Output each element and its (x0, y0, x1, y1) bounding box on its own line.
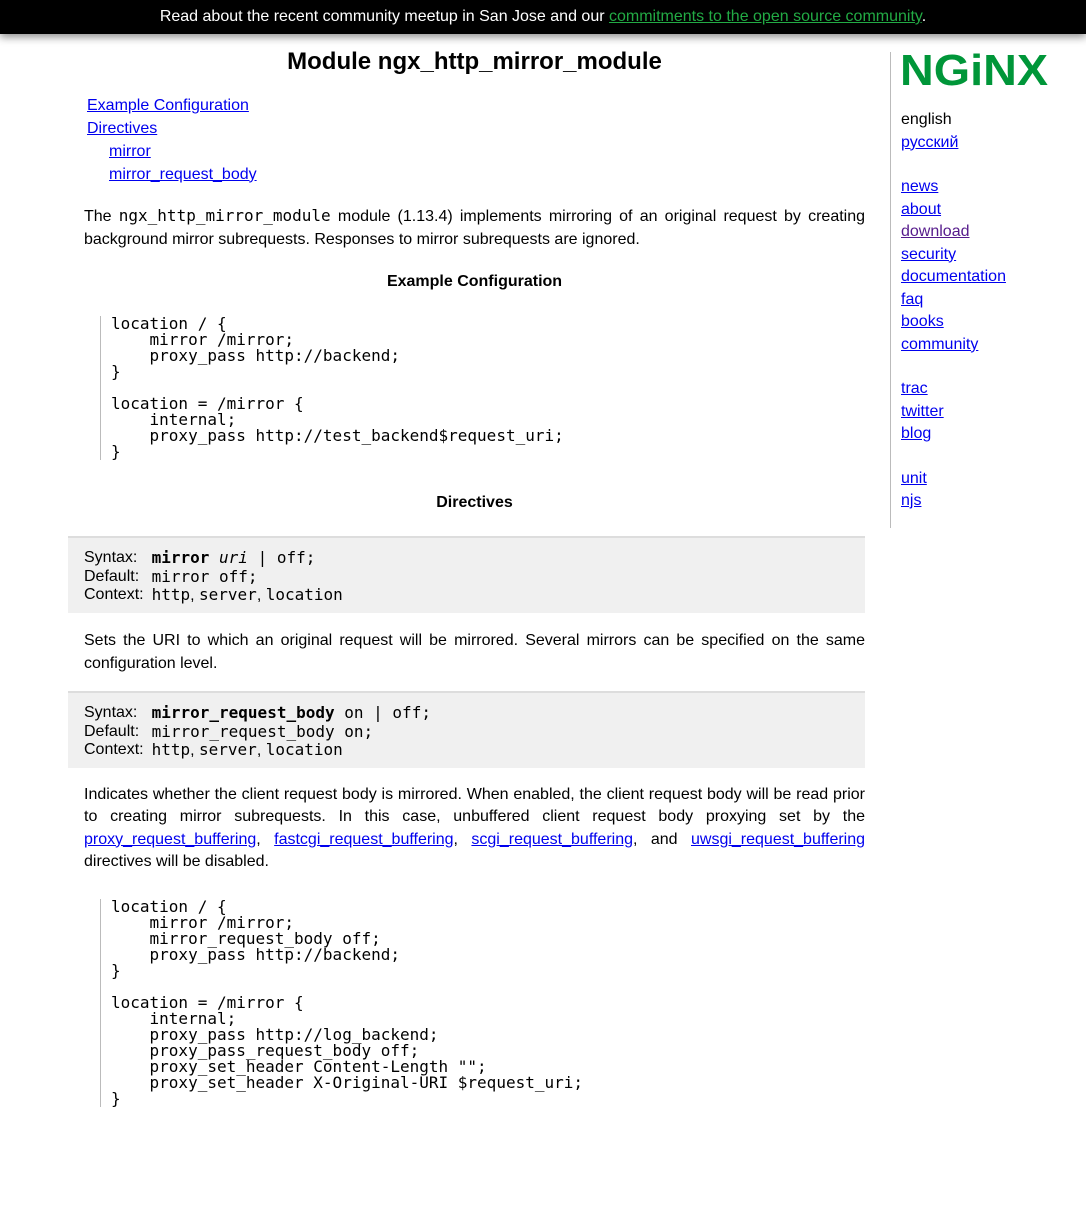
table-of-contents (84, 95, 865, 186)
intro-paragraph (84, 204, 865, 251)
directive-arg: uri (219, 548, 248, 567)
toc-mirror-link[interactable]: mirror (109, 143, 151, 160)
nginx-logo[interactable] (900, 52, 1050, 90)
banner-text: Read about the recent community meetup in San Jose and our (159, 8, 609, 25)
directive-name: mirror_request_body (151, 703, 335, 722)
context-sep: , (256, 742, 266, 759)
context-server: server (199, 740, 257, 759)
comma-sep: , (453, 830, 472, 848)
directive-mirror-request-body-table (84, 704, 431, 760)
sidebar-item-news[interactable]: news (901, 178, 939, 195)
directive-mirror-table (84, 549, 343, 605)
mirror-description: Sets the URI to which an original request will be mirrored. Several mirrors can be specified on the same configuration level. (84, 632, 865, 672)
example-code-block: location / { mirror /mirror; proxy_pass http://backend; } location = /mirror { internal; proxy_pass http://test_backend$request_uri; } (100, 316, 865, 460)
default-value: mirror_request_body on; (151, 722, 374, 741)
sidebar-item-documentation[interactable]: documentation (901, 268, 1006, 285)
intro-suffix: module (1.13.4) implements mirroring of an original request by creating background mirror subrequests. Responses to mirror subrequests are ignored. (84, 208, 866, 248)
example-code-block-2: location / { mirror /mirror; mirror_request_body off; proxy_pass http://backend; } location = /mirror { internal; proxy_pass http://log_backend; proxy_pass_request_body off; proxy_set_header Content-Length ""; proxy_set_header X-Original-URI $request_uri; } (100, 899, 865, 1107)
syntax-row (84, 549, 343, 568)
context-sep: , (256, 587, 266, 604)
intro-prefix: The (84, 208, 119, 225)
default-label: Default: (84, 723, 140, 740)
sidebar-links (901, 109, 1006, 513)
directive-rest: | off; (247, 548, 316, 567)
syntax-value (152, 704, 431, 723)
context-location: location (265, 585, 343, 604)
default-row (84, 568, 343, 586)
sidebar-item-about[interactable]: about (901, 200, 942, 218)
syntax-label: Syntax: (84, 704, 138, 721)
logo-text: NGiNX (900, 52, 1048, 90)
toc-example-link[interactable]: Example Configuration (87, 97, 249, 114)
toc-directives-link[interactable]: Directives (87, 119, 158, 137)
lang-english: english (901, 111, 952, 128)
desc2-text: Indicates whether the client request body is mirrored. When enabled, the client request body will be read prior to creating mirror subrequests. In this case, unbuffered client request body proxying set by the (84, 786, 865, 826)
sidebar (890, 52, 1081, 528)
sidebar-item-blog[interactable]: blog (901, 425, 932, 442)
context-label: Context: (84, 586, 144, 603)
mirror-request-body-description (84, 784, 865, 873)
context-sep: , (190, 742, 200, 759)
directive-mirror-box (68, 536, 865, 613)
and-sep: , and (633, 830, 691, 848)
context-value (152, 586, 343, 605)
sidebar-item-download[interactable]: download (901, 223, 970, 240)
context-sep: , (190, 587, 200, 604)
page-title: Module ngx_http_mirror_module (287, 48, 662, 75)
syntax-value (152, 549, 343, 568)
context-http: http (151, 740, 191, 759)
sidebar-item-trac[interactable]: trac (901, 380, 928, 397)
sidebar-item-twitter[interactable]: twitter (901, 402, 944, 420)
syntax-label: Syntax: (84, 549, 138, 566)
directive-name: mirror (151, 548, 210, 567)
lang-russian-link[interactable]: русский (901, 133, 959, 151)
desc2-end: directives will be disabled. (84, 852, 269, 870)
toc-mirror-request-body-link[interactable]: mirror_request_body (109, 165, 257, 183)
comma-sep: , (256, 830, 275, 848)
intro-module-name: ngx_http_mirror_module (118, 206, 331, 225)
sidebar-item-community[interactable]: community (901, 335, 979, 353)
proxy-request-buffering-link[interactable]: proxy_request_buffering (84, 830, 257, 848)
directive-mirror-request-body-box (68, 691, 865, 768)
uwsgi-request-buffering-link[interactable]: uwsgi_request_buffering (690, 830, 866, 848)
announcement-banner (0, 0, 1086, 34)
scgi-request-buffering-link[interactable]: scgi_request_buffering (471, 830, 633, 848)
banner-link[interactable]: commitments to the open source community (608, 8, 922, 25)
context-label: Context: (84, 741, 144, 758)
fastcgi-request-buffering-link[interactable]: fastcgi_request_buffering (274, 830, 454, 848)
context-row (84, 586, 343, 605)
example-heading: Example Configuration (386, 273, 563, 290)
context-row (84, 741, 431, 760)
default-label: Default: (84, 568, 140, 585)
default-row (84, 723, 431, 741)
context-value (152, 741, 431, 760)
syntax-row (84, 704, 431, 723)
sidebar-item-security[interactable]: security (901, 245, 957, 263)
directive-rest: on | off; (334, 703, 431, 722)
sidebar-item-njs[interactable]: njs (901, 492, 922, 509)
sidebar-item-unit[interactable]: unit (901, 469, 927, 487)
context-server: server (199, 585, 257, 604)
main-content (84, 46, 865, 1107)
banner-period: . (921, 8, 927, 25)
context-location: location (265, 740, 343, 759)
sidebar-item-books[interactable]: books (901, 313, 944, 330)
default-value: mirror off; (151, 567, 258, 586)
sidebar-item-faq[interactable]: faq (901, 290, 924, 308)
directives-heading: Directives (436, 494, 513, 511)
context-http: http (151, 585, 191, 604)
